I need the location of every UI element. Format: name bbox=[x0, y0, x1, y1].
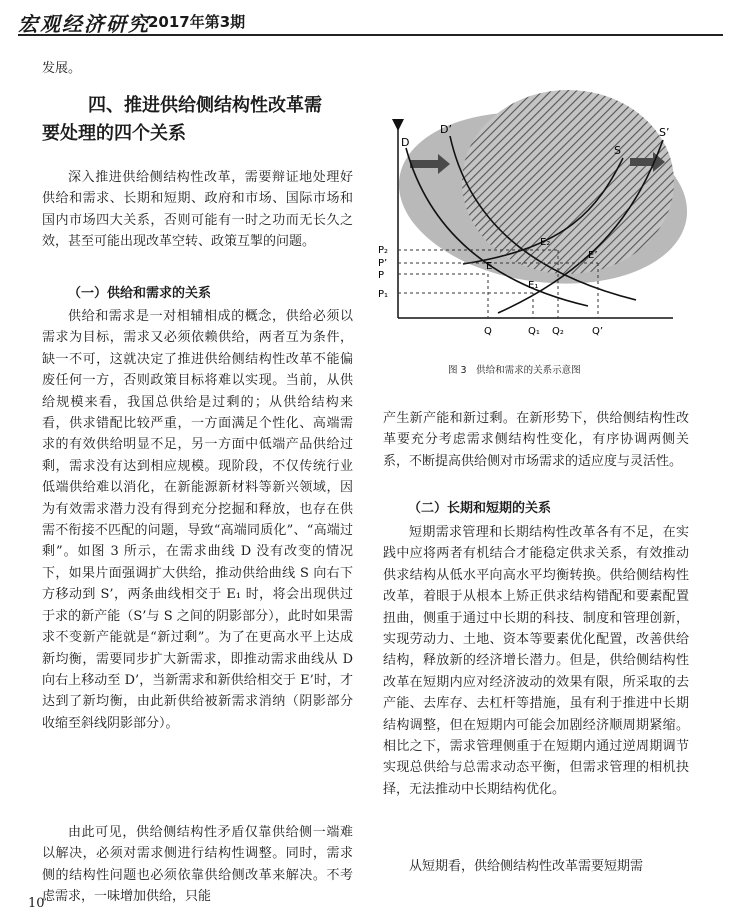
label-S-prime: S’ bbox=[659, 126, 670, 139]
journal-title: 宏观经济研究 bbox=[18, 12, 150, 36]
hatched-region bbox=[462, 90, 674, 274]
paragraph-long-short: 短期需求管理和长期结构性改革各有不足，在实践中应将两者有机结合才能稳定供求关系，有效推动供求结构从低水平向高水平均衡转换。供给侧结构性改革，着眼于从根本上矫正供求结构错配和要素配置扭曲，侧重于通过中长期的科技、制度和管理创新，实现劳动力、土地、资本等要素优化配置，改善供给结构，释放新的经济增长潜力。但是，供给侧结构性改革在短期内应对经济波动的效果有限，所采取的去产能、去库存、去杠杆等措施，虽有利于推进中长期结构调整，但在短期内可能会加剧经济顺周期紧缩。相比之下，需求管理侧重于在短期内通过逆周期调节实现总供给与总需求动态平衡，但需求管理的相机抉择，无法推动中长期结构优化。 bbox=[383, 525, 689, 797]
section-title-line1: 四、推进供给侧结构性改革需 bbox=[88, 95, 322, 116]
label-D: D bbox=[401, 136, 410, 149]
paragraph-short-term: 从短期看，供给侧结构性改革需要短期需 bbox=[409, 859, 644, 874]
intro-paragraph: 深入推进供给侧结构性改革，需要辩证地处理好供给和需求、长期和短期、政府和市场、国际市场和国内市场四大关系，否则可能有一时之功而无长久之效，甚至可能出现改革空转、政策互掣的问题。 bbox=[42, 170, 353, 250]
label-P1: P₁ bbox=[378, 289, 389, 300]
paragraph-conclusion: 由此可见，供给侧结构性矛盾仅靠供给侧一端难以解决，必须对需求侧进行结构性调整。同时，需求侧的结构性问题也必须依靠供给侧改革来解决。不考虑需求，一味增加供给，只能 bbox=[42, 825, 353, 905]
label-E: E bbox=[486, 261, 493, 272]
label-E2: E₂ bbox=[540, 237, 551, 248]
label-P-prime: P’ bbox=[378, 258, 388, 269]
label-P: P bbox=[378, 270, 385, 281]
label-Q-prime: Q’ bbox=[592, 326, 604, 337]
paragraph-supply-demand: 供给和需求是一对相辅相成的概念，供给必须以需求为目标，需求又必须依赖供给，两者互为条件，缺一不可，这就决定了推进供给侧结构性改革不能偏废任何一方，否则政策目标将难以实现。当前，从供给规模来看，我国总供给是过剩的；从供给结构来看，供求错配比较严重，一方面满足个性化、高端需求的有效供给明显不足，另一方面中低端产品供给过剩，需求没有达到相应规模。现阶段，不仅传统行业低端供给难以消化，在新能源新材料等新兴领域，因为有效需求潜力没有得到充分挖掘和释放，也存在供需不衔接不匹配的问题，导致“高端同质化”、“高端过剩”。如图 3 所示，在需求曲线 D 没有改变的情况下，如果片面强调扩大供给，推动供给曲线 S 向右下方移动到 S’，两条曲线相交于 E₁ 时，将会出现供过于求的新产能（S’与 S 之间的阴影部分），此时如果需求不变新产能就是“新过剩”。为了在更高水平上达成新均衡，需要同步扩大新需求，即推动需求曲线从 D 向右上移动至 D’，当新需求和新供给相交于 E’时，才达到了新均衡，由此新供给被新需求消纳（阴影部分收缩至斜线阴影部分）。 bbox=[42, 309, 353, 731]
continuation-text: 发展。 bbox=[42, 61, 82, 76]
label-E-prime: E’ bbox=[588, 250, 598, 261]
label-Q1: Q₁ bbox=[528, 326, 540, 337]
figure-caption: 图 3 供给和需求的关系示意图 bbox=[448, 365, 581, 376]
section-title-line2: 要处理的四个关系 bbox=[42, 123, 186, 144]
label-S: S bbox=[614, 144, 621, 157]
figure-3 bbox=[368, 78, 708, 346]
paragraph-continuation-right: 产生新产能和新过剩。在新形势下，供给侧结构性改革要充分考虑需求侧结构性变化，有序协调两侧关系，不断提高供给侧对市场需求的适应度与灵活性。 bbox=[383, 411, 689, 469]
label-Q: Q bbox=[484, 326, 492, 337]
label-P2: P₂ bbox=[378, 245, 389, 256]
label-D-prime: D’ bbox=[440, 123, 452, 136]
left-column bbox=[42, 58, 353, 79]
page-number: 10 bbox=[28, 896, 45, 911]
label-Q2: Q₂ bbox=[552, 326, 564, 337]
subhead-supply-demand: （一）供给和需求的关系 bbox=[68, 286, 212, 301]
supply-demand-diagram bbox=[368, 78, 708, 346]
header-rule bbox=[18, 34, 723, 36]
subhead-long-short: （二）长期和短期的关系 bbox=[408, 501, 552, 516]
issue-label: 2017年第3期 bbox=[148, 13, 246, 31]
label-E1: E₁ bbox=[528, 280, 539, 291]
